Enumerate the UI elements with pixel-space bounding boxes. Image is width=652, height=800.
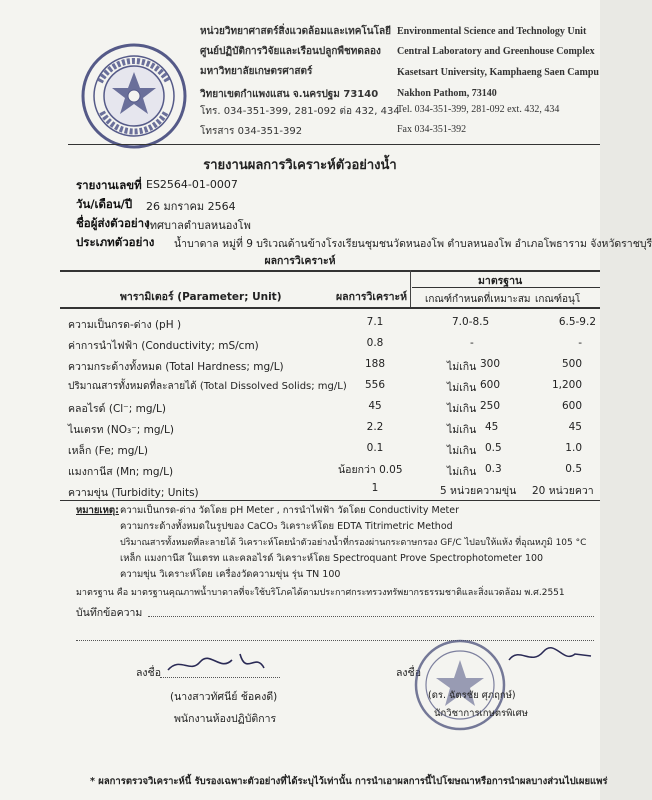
- std-max-header: เกณฑ์อนุโ: [535, 294, 581, 305]
- phone-thai: โทร. 034-351-399, 281-092 ต่อ 432, 434: [200, 106, 400, 117]
- std-suitable-header: เกณฑ์กำหนดที่เหมาะสม: [425, 294, 531, 305]
- report-title: รายงานผลการวิเคราะห์ตัวอย่างน้ำ: [203, 158, 397, 173]
- note-line: ความกระด้างทั้งหมดในรูปของ CaCO₃ วิเคราะห์โดย EDTA Titrimetric Method: [120, 521, 453, 532]
- std-suitable-cell: 600: [480, 379, 501, 391]
- std-suitable-cell: 7.0-8.5: [452, 316, 490, 328]
- result-cell: 45: [368, 400, 382, 412]
- memo-dotted-line: [148, 616, 594, 617]
- standard-header-rule: [412, 287, 600, 288]
- std-suitable-prefix: ไม่เกิน: [447, 403, 477, 415]
- note-line: เหล็ก แมงกานีส ในเตรท และคลอไรด์ วิเคราะห์โดย Spectroquant Prove Spectrophotometer 100: [120, 553, 544, 564]
- std-max-cell: 1.0: [565, 442, 582, 454]
- university-seal-logo: [80, 42, 188, 150]
- memo-label: บันทึกข้อความ: [76, 607, 143, 619]
- sender-value: เทศบาลตำบลหนองโพ: [146, 219, 251, 232]
- left-signer-title: พนักงานห้องปฏิบัติการ: [174, 713, 277, 725]
- standard-header: มาตรฐาน: [478, 275, 523, 287]
- note-line: ปริมาณสารทั้งหมดที่ละลายได้ วิเคราะห์โดยนำตัวอย่างน้ำที่กรองผ่านกระดาษกรอง GF/C ไปอบให้แห้ง ที่อุณหภูมิ 105 °C: [120, 538, 587, 548]
- right-signature-mark: [505, 642, 595, 672]
- city-english: Nakhon Pathom, 73140: [397, 88, 497, 99]
- header-divider: [68, 144, 600, 145]
- std-suitable-prefix: ไม่เกิน: [447, 424, 477, 436]
- param-cell: ความเป็นกรด-ด่าง (pH ): [68, 319, 182, 331]
- result-cell: 188: [364, 358, 386, 370]
- notes-label: หมายเหตุ:: [76, 505, 119, 516]
- right-signer-name: (ดร. ฉัตรชัย ศุภฤกษ์): [428, 690, 516, 701]
- sample-type-value: น้ำบาดาล หมู่ที่ 9 บริเวณด้านข้างโรงเรียนชุมชนวัดหนองโพ ตำบลหนองโพ อำเภอโพธาราม จังหวัดราชบุรี: [174, 238, 652, 250]
- campus-address-thai: วิทยาเขตกำแพงแสน จ.นครปฐม 73140: [200, 89, 379, 100]
- sample-type-label: ประเภทตัวอย่าง: [76, 235, 155, 249]
- unit-name-thai: หน่วยวิทยาศาสตร์สิ่งแวดล้อมและเทคโนโลยี: [200, 26, 391, 37]
- date-value: 26 มกราคม 2564: [146, 200, 236, 213]
- param-cell: ค่าการนำไฟฟ้า (Conductivity; mS/cm): [68, 340, 259, 352]
- std-suitable-cell: -: [470, 337, 474, 349]
- std-max-cell: -: [578, 337, 582, 349]
- param-cell: ไนเตรท (NO₃⁻; mg/L): [68, 424, 174, 436]
- result-cell: 7.1: [366, 316, 384, 328]
- center-name-thai: ศูนย์ปฏิบัติการวิจัยและเรือนปลูกพืชทดลอง: [200, 46, 381, 57]
- standard-reference: มาตรฐาน คือ มาตรฐานคุณภาพน้ำบาดาลที่จะใช้บริโภคได้ตามประกาศกระทรวงทรัพยากรธรรมชาติและสิ่งแวดล้อม พ.ศ.2551: [76, 588, 565, 598]
- date-label: วัน/เดือน/ปี: [76, 197, 133, 211]
- right-signer-title: นักวิชาการเกษตรพิเศษ: [434, 708, 528, 719]
- header-vertical-rule: [410, 270, 411, 308]
- sender-label: ชื่อผู้ส่งตัวอย่าง: [76, 216, 150, 230]
- fax-thai: โทรสาร 034-351-392: [200, 126, 303, 137]
- param-cell: เหล็ก (Fe; mg/L): [68, 445, 148, 457]
- std-max-cell: 6.5-9.2: [558, 316, 596, 328]
- university-name-thai: มหาวิทยาลัยเกษตรศาสตร์: [200, 66, 313, 77]
- report-number-value: ES2564-01-0007: [146, 178, 238, 191]
- note-line: ความเป็นกรด-ด่าง วัดโดย pH Meter , การนำไฟฟ้า วัดโดย Conductivity Meter: [120, 505, 460, 516]
- results-section-title: ผลการวิเคราะห์: [264, 255, 336, 267]
- university-name-english: Kasetsart University, Kamphaeng Saen Campu: [397, 67, 599, 78]
- left-sign-line: [160, 677, 280, 678]
- right-sign-label: ลงชื่อ: [396, 667, 421, 679]
- report-number-label: รายงานเลขที่: [76, 178, 142, 192]
- param-cell: ความกระด้างทั้งหมด (Total Hardness; mg/L): [68, 361, 284, 373]
- result-cell: 0.8: [366, 337, 384, 349]
- std-suitable-cell: 5 หน่วยความขุ่น: [440, 485, 517, 497]
- std-max-cell: 0.5: [565, 463, 582, 475]
- std-max-cell: 20 หน่วยควา: [532, 485, 594, 497]
- result-cell: 556: [364, 379, 386, 391]
- result-cell: น้อยกว่า 0.05: [338, 464, 403, 476]
- param-cell: คลอไรด์ (Cl⁻; mg/L): [68, 403, 166, 415]
- note-line: ความขุ่น วิเคราะห์โดย เครื่องวัดความขุ่น รุ่น TN 100: [120, 569, 341, 580]
- phone-english: Tel. 034-351-399, 281-092 ext. 432, 434: [397, 104, 560, 115]
- result-header: ผลการวิเคราะห์: [336, 291, 408, 303]
- std-suitable-prefix: ไม่เกิน: [447, 445, 477, 457]
- memo-dotted-line-2: [76, 640, 594, 641]
- parameter-header: พารามิเตอร์ (Parameter; Unit): [120, 291, 282, 303]
- footer-disclaimer: * ผลการตรวจวิเคราะห์นี้ รับรองเฉพาะตัวอย่างที่ได้ระบุไว้เท่านั้น การนำเอาผลการนี้ไปโฆษณาหรือการนำผลบางส่วนไปเผยแพร่: [90, 776, 608, 787]
- std-suitable-cell: 300: [480, 358, 501, 370]
- left-signer-name: (นางสาวทัศนีย์ ช้อคงดี): [170, 691, 278, 703]
- fax-english: Fax 034-351-392: [397, 124, 467, 135]
- result-cell: 1: [371, 482, 379, 494]
- std-suitable-prefix: ไม่เกิน: [447, 382, 477, 394]
- result-cell: 0.1: [366, 442, 384, 454]
- table-bottom-rule: [60, 500, 600, 501]
- param-cell: แมงกานีส (Mn; mg/L): [68, 466, 174, 478]
- result-cell: 2.2: [366, 421, 384, 433]
- std-suitable-cell: 0.5: [485, 442, 502, 454]
- std-suitable-cell: 0.3: [485, 463, 502, 475]
- std-max-cell: 600: [561, 400, 582, 412]
- official-stamp: [405, 630, 515, 740]
- std-suitable-prefix: ไม่เกิน: [447, 466, 477, 478]
- std-max-cell: 1,200: [551, 379, 582, 391]
- unit-name-english: Environmental Science and Technology Unit: [397, 26, 587, 37]
- table-header-bottom-rule: [60, 307, 600, 309]
- std-suitable-cell: 45: [485, 421, 499, 433]
- center-name-english: Central Laboratory and Greenhouse Complex: [397, 46, 595, 57]
- std-max-cell: 500: [561, 358, 582, 370]
- std-suitable-cell: 250: [480, 400, 501, 412]
- left-sign-label: ลงชื่อ: [136, 667, 161, 679]
- param-cell: ความขุ่น (Turbidity; Units): [68, 487, 199, 499]
- param-cell: ปริมาณสารทั้งหมดที่ละลายได้ (Total Dissolved Solids; mg/L): [68, 381, 347, 392]
- std-max-cell: 45: [568, 421, 582, 433]
- std-suitable-prefix: ไม่เกิน: [447, 361, 477, 373]
